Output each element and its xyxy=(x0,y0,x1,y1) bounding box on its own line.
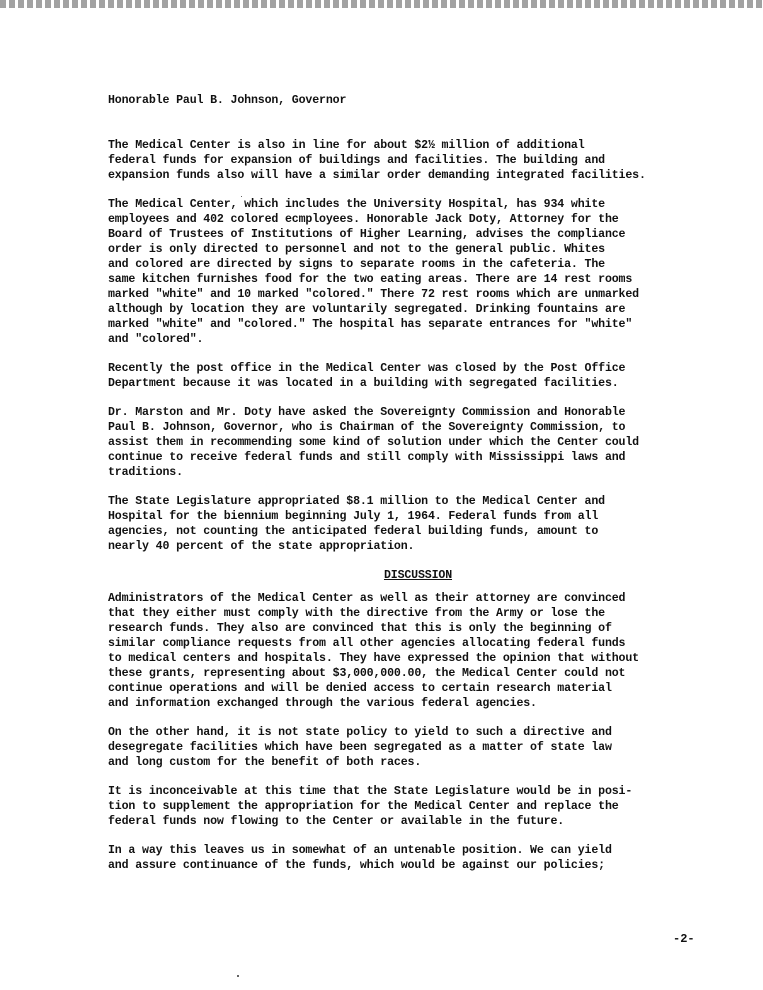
paragraph-state-appropriation: The State Legislature appropriated $8.1 million to the Medical Center and Hospital for the biennium beginning July 1, 1964. Federal funds from all agencies, not counting the anticipated federal building funds, amount to nearly 40 percent of the state appropriation. xyxy=(108,495,605,553)
paragraph-untenable-position: In a way this leaves us in somewhat of an untenable position. We can yield and assure continuance of the funds, which would be against our policies; xyxy=(108,844,612,872)
paragraph-medical-center-employees: The Medical Center, which includes the University Hospital, has 934 white employees and 402 colored ecmployees. Honorable Jack Doty, Attorney for the Board of Trustees of Institutions of Higher Learning, advises the compliance order is only directed to personnel and not to the general public. Whites and colored are directed by signs to separate rooms in the cafeteria. The same kitchen furnishes food for the two eating areas. There are 14 rest rooms marked "white" and 10 marked "colored." There 72 rest rooms which are unmarked although by location they are voluntarily segregated. Drinking fountains are marked "white" and "colored." The hospital has separate entrances for "white" and "colored". xyxy=(108,198,639,346)
scan-speck xyxy=(241,196,242,197)
page-number: -2- xyxy=(673,932,695,946)
paragraph-administrators: Administrators of the Medical Center as well as their attorney are convinced that they either must comply with the directive from the Army or lose the research funds. They also are convinced that this is only the beginning of similar compliance requests from all other agencies allocating federal funds to medical centers and hospitals. They have expressed the opinion that without these grants, representing about $3,000,000.00, the Medical Center could not continue operations and will be denied access to certain research material and information exchanged through the various federal agencies. xyxy=(108,592,639,710)
paragraph-state-policy: On the other hand, it is not state policy to yield to such a directive and desegregate facilities which have been segregated as a matter of state law and long custom for the benefit of both races. xyxy=(108,726,612,769)
paragraph-post-office: Recently the post office in the Medical Center was closed by the Post Office Department because it was located in a building with segregated facilities. xyxy=(108,362,626,390)
page-top-edge xyxy=(0,0,763,8)
section-heading-discussion: DISCUSSION xyxy=(383,569,453,582)
letter-page xyxy=(108,93,708,887)
scan-speck xyxy=(237,975,239,977)
paragraph-legislature: It is inconceivable at this time that the State Legislature would be in posi- tion to supplement the appropriation for the Medical Center and replace the federal funds now flowing to the Center or available in the future. xyxy=(108,785,633,828)
salutation: Honorable Paul B. Johnson, Governor xyxy=(108,94,347,107)
paragraph-sovereignty-commission: Dr. Marston and Mr. Doty have asked the Sovereignty Commission and Honorable Paul B. Johnson, Governor, who is Chairman of the Sovereignty Commission, to assist them in recommending some kind of solution under which the Center could continue to receive federal funds and still comply with Mississippi laws and traditions. xyxy=(108,406,639,479)
paragraph-federal-funds-expansion: The Medical Center is also in line for about $2½ million of additional federal funds for expansion of buildings and facilities. The building and expansion funds also will have a similar order demanding integrated facilities. xyxy=(108,139,646,182)
